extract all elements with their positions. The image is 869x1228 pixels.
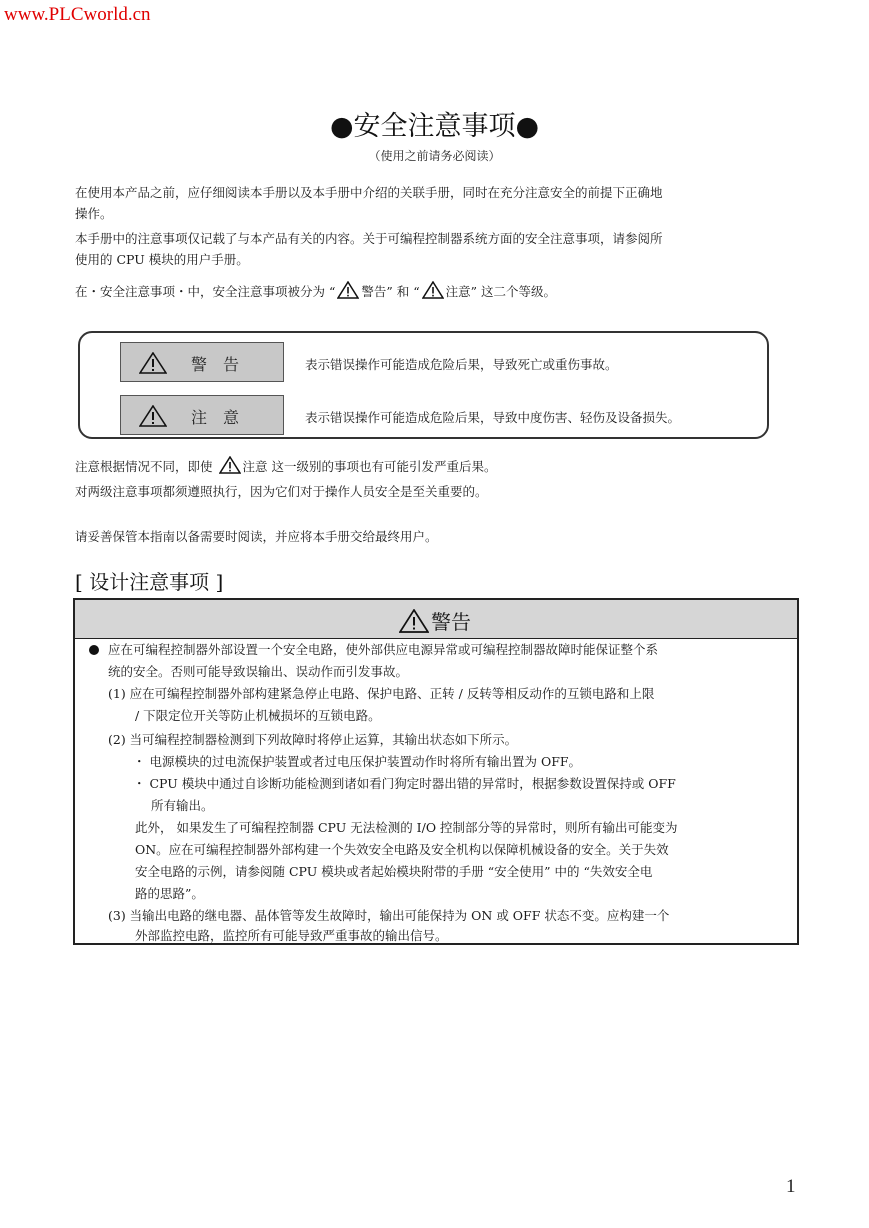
warning-text-line: 此外， 如果发生了可编程控制器 CPU 无法检测的 I/O 控制部分等的异常时，则所有输出可能变为 [135, 820, 678, 835]
warning-text-line: (3) 当输出电路的继电器、晶体管等发生故障时，输出可能保持为 ON 或 OFF 状态不变。应构建一个 [108, 908, 670, 923]
warning-text-line: 所有输出。 [151, 798, 214, 813]
page-subtitle: （使用之前请务必阅读） [368, 149, 501, 163]
section-title: [ 设计注意事项 ] [75, 570, 224, 594]
level-warning-label: 警 告 [120, 342, 284, 382]
level-caution-label: 注 意 [120, 395, 284, 435]
caution-triangle-icon [219, 456, 241, 474]
page-title: ●安全注意事项● [329, 111, 540, 142]
warning-triangle-icon [399, 609, 429, 637]
caution-triangle-icon [139, 405, 167, 431]
level-warning-description: 表示错误操作可能造成危险后果，导致死亡或重伤事故。 [305, 357, 618, 372]
note-line-3: 请妥善保管本指南以备需要时阅读，并应将本手册交给最终用户。 [75, 529, 438, 544]
intro-paragraph-3: 在・安全注意事项・中，安全注意事项被分为 “ 警告” 和 “ 注意” 这二个等级。 [75, 281, 805, 302]
intro-paragraph-2: 本手册中的注意事项仅记载了与本产品有关的内容。关于可编程控制器系统方面的安全注意事项，请参阅所 使用的 CPU 模块的用户手册。 [75, 231, 663, 267]
warning-text-line: / 下限定位开关等防止机械损坏的互锁电路。 [135, 708, 381, 723]
intro-paragraph-1: 在使用本产品之前，应仔细阅读本手册以及本手册中介绍的关联手册，同时在充分注意安全的前提下正确地 操作。 [75, 185, 663, 221]
warning-text-line: (1) 应在可编程控制器外部构建紧急停止电路、保护电路、正转 / 反转等相反动作的互锁电路和上限 [108, 686, 655, 701]
warning-text-line: 应在可编程控制器外部设置一个安全电路，使外部供应电源异常或可编程控制器故障时能保证整个系 [108, 642, 659, 657]
warning-text-line: ・ CPU 模块中通过自诊断功能检测到诸如看门狗定时器出错的异常时，根据参数设置保持或 OFF [133, 776, 676, 791]
safety-levels-box [78, 331, 769, 439]
note-line-1: 注意根据情况不同，即使 注意 这一级别的事项也有可能引发严重后果。 [75, 456, 805, 477]
warning-text-line: 路的思路”。 [135, 886, 204, 901]
warning-text-line: ・ 电源模块的过电流保护装置或者过电压保护装置动作时将所有输出置为 OFF。 [133, 754, 582, 769]
warning-text-line: 安全电路的示例，请参阅随 CPU 模块或者起始模块附带的手册 “安全使用” 中的 “失效安全电 [135, 864, 653, 879]
warning-text-line: 外部监控电路，监控所有可能导致严重事故的输出信号。 [135, 928, 448, 943]
warning-text-line: ON。应在可编程控制器外部构建一个失效安全电路及安全机构以保障机械设备的安全。关于失效 [135, 842, 669, 857]
design-warning-box [73, 598, 799, 945]
warning-text-line: 统的安全。否则可能导致误输出、误动作而引发事故。 [108, 664, 409, 679]
warning-triangle-icon [337, 281, 359, 299]
note-line-2: 对两级注意事项都须遵照执行，因为它们对于操作人员安全是至关重要的。 [75, 484, 488, 499]
caution-triangle-icon [422, 281, 444, 299]
warning-header: 警告 [75, 600, 797, 639]
level-caution-description: 表示错误操作可能造成危险后果，导致中度伤害、轻伤及设备损失。 [305, 410, 681, 425]
bullet-dot-icon [89, 645, 99, 655]
page-number: 1 [786, 1176, 796, 1197]
warning-triangle-icon [139, 352, 167, 378]
watermark: www.PLCworld.cn [4, 4, 151, 25]
warning-text-line: (2) 当可编程控制器检测到下列故障时将停止运算，其输出状态如下所示。 [108, 732, 518, 747]
